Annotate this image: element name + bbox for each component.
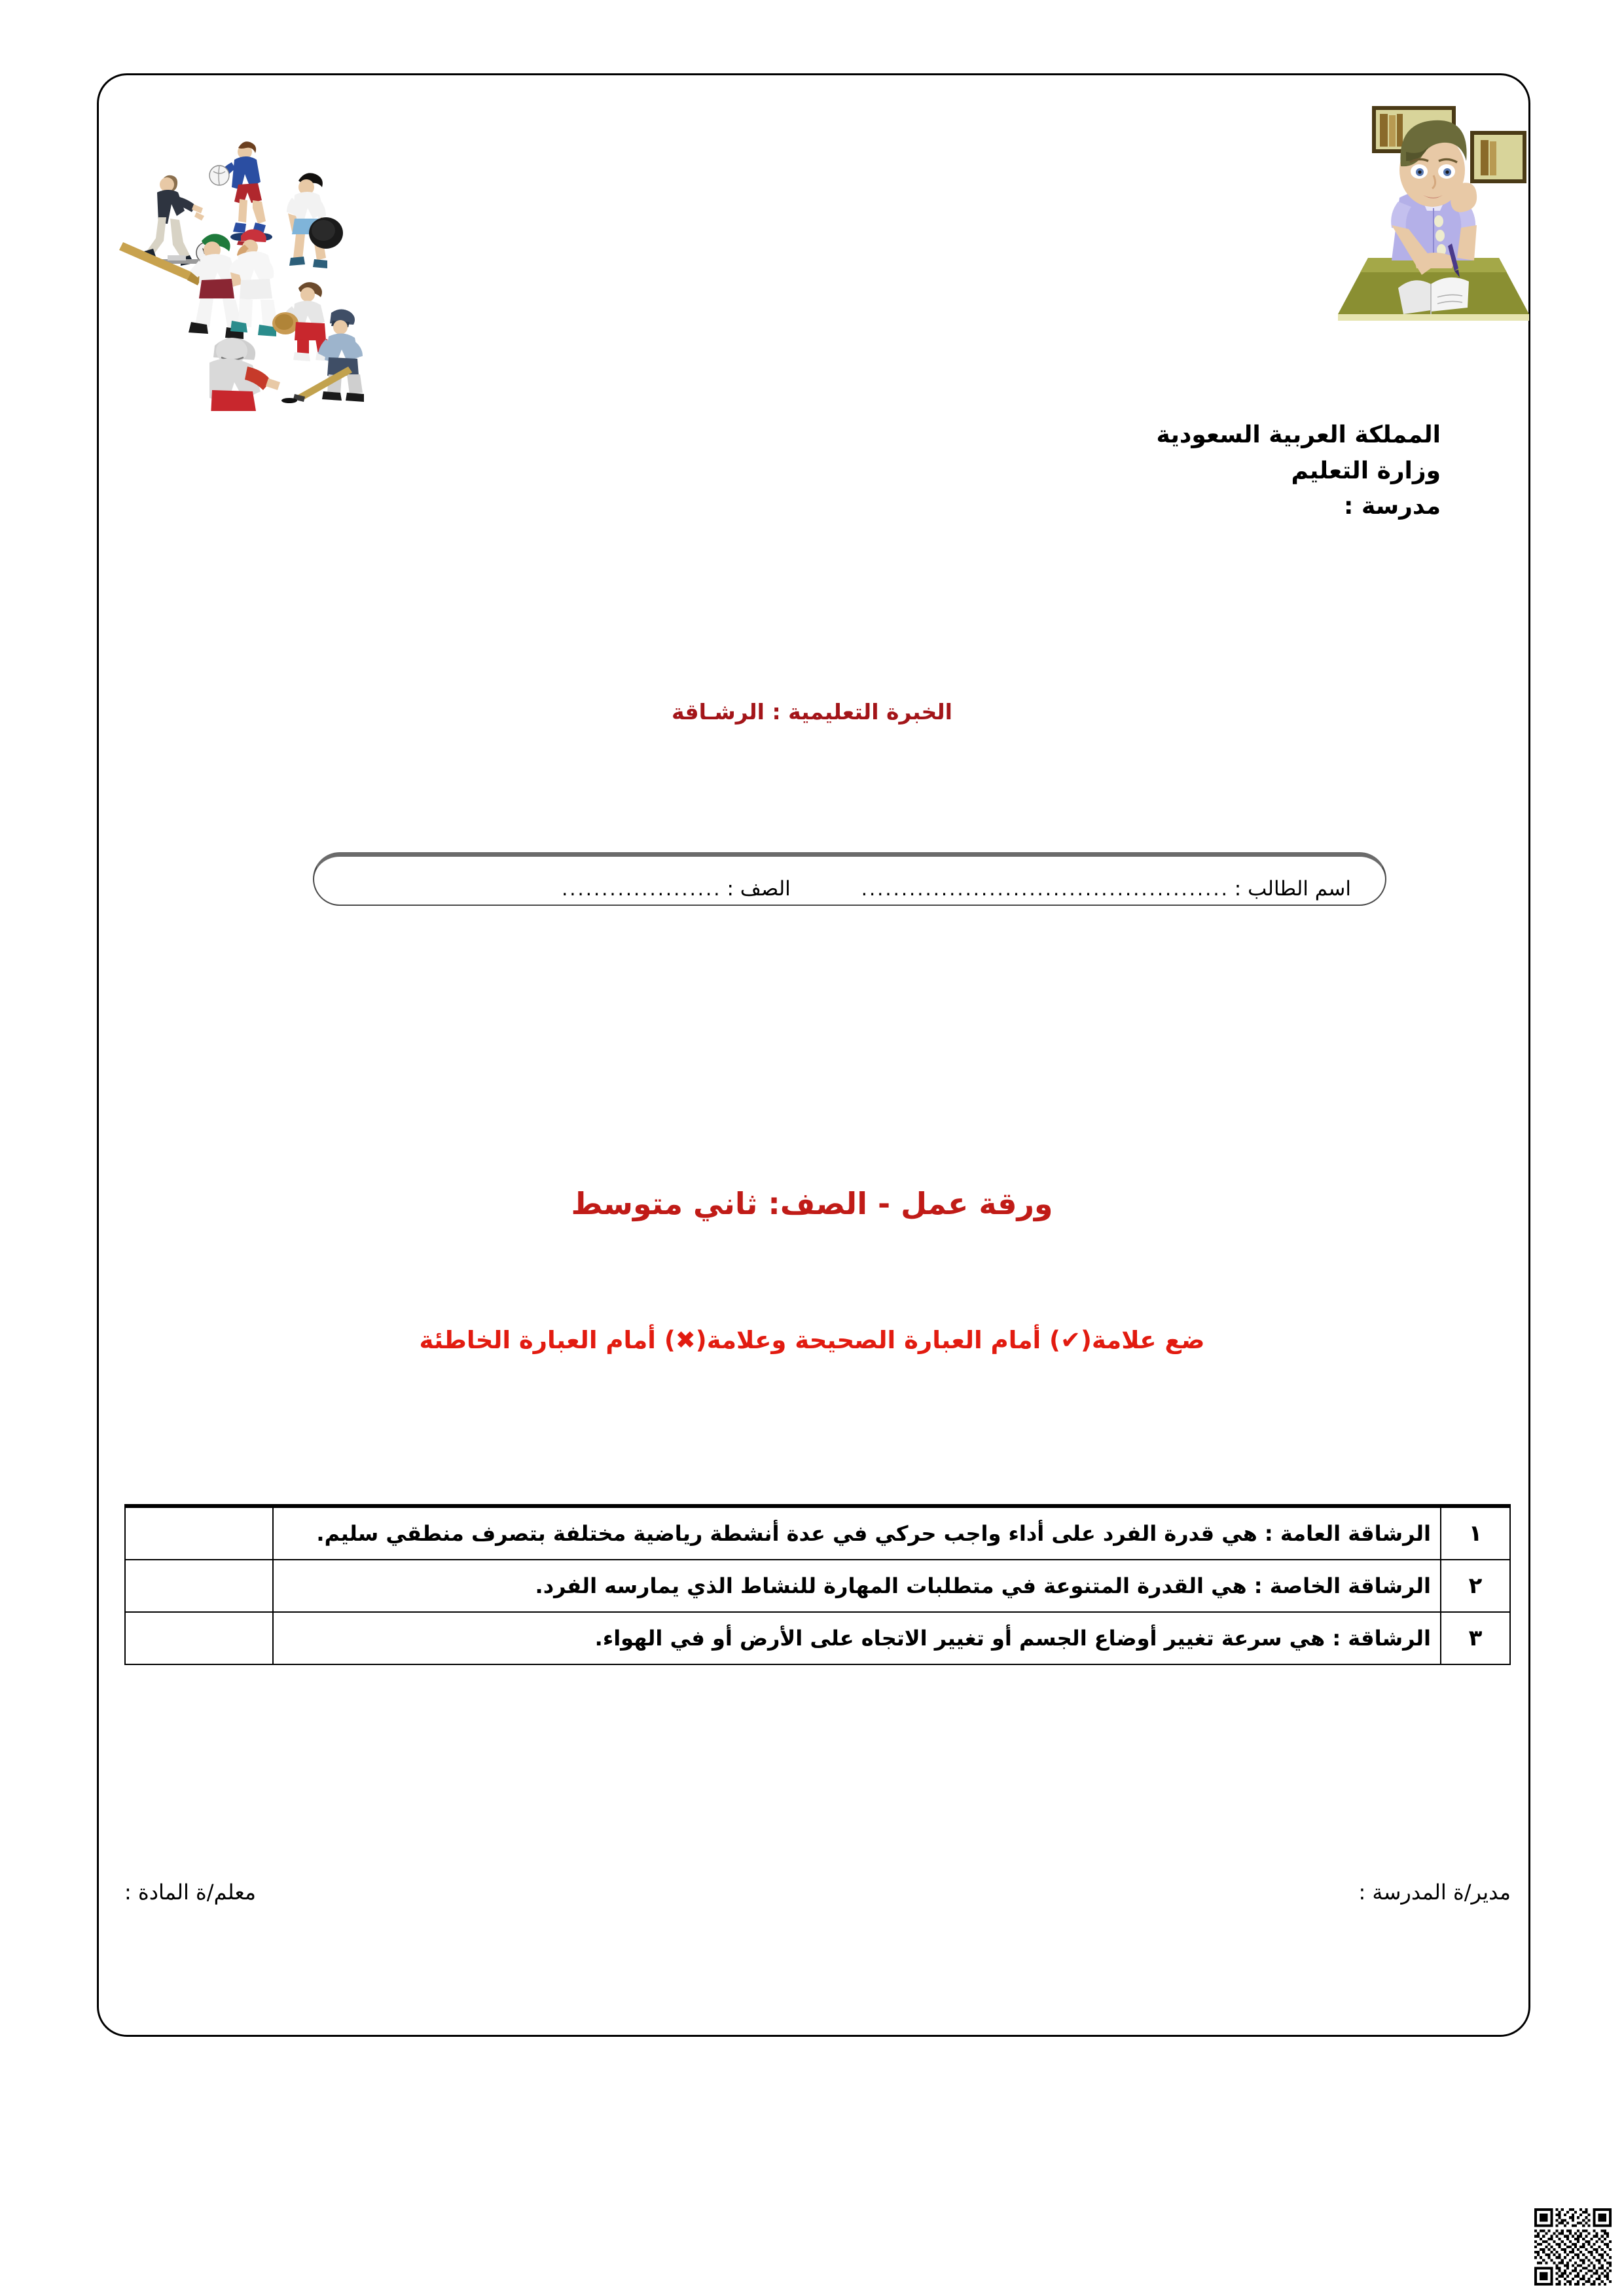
qr-code bbox=[1534, 2208, 1612, 2286]
row-answer-cell[interactable] bbox=[125, 1612, 273, 1664]
student-studying-image bbox=[1335, 86, 1532, 335]
row-statement: الرشاقة : هي سرعة تغيير أوضاع الجسم أو تغيير الاتجاه على الأرض أو في الهواء. bbox=[273, 1612, 1441, 1664]
table-row bbox=[125, 1506, 1510, 1560]
educational-experience-text: الخبرة التعليمية : الرشـاقة bbox=[672, 699, 952, 725]
educational-experience-line bbox=[0, 699, 1624, 725]
row-number: ٢ bbox=[1441, 1560, 1510, 1612]
statements-table bbox=[124, 1504, 1511, 1665]
fielder-player-figure bbox=[287, 173, 343, 268]
ministry-line-ministry: وزارة التعليم bbox=[1291, 457, 1441, 484]
ministry-line-country: المملكة العربية السعودية bbox=[1156, 422, 1441, 448]
principal-signature-label: مدير/ة المدرسة : bbox=[1358, 1880, 1511, 1905]
student-class-label: الصف : bbox=[727, 877, 791, 901]
row-answer-cell[interactable] bbox=[125, 1506, 273, 1560]
row-statement: الرشاقة الخاصة : هي القدرة المتنوعة في متطلبات المهارة للنشاط الذي يمارسه الفرد. bbox=[273, 1560, 1441, 1612]
row-number: ١ bbox=[1441, 1506, 1510, 1560]
student-name-dots: .............................................. bbox=[861, 878, 1229, 900]
instruction-text: ضع علامة(✔) أمام العبارة الصحيحة وعلامة(✖) أمام العبارة الخاطئة bbox=[419, 1326, 1205, 1354]
volleyball-player-figure bbox=[209, 141, 272, 241]
sports-collage-image bbox=[110, 117, 385, 411]
worksheet-title-text: ورقة عمل - الصف: ثاني متوسط bbox=[571, 1186, 1053, 1221]
row-number: ٣ bbox=[1441, 1612, 1510, 1664]
footer-signatures bbox=[124, 1880, 1511, 1905]
student-class-dots: .................... bbox=[562, 878, 722, 900]
teacher-signature-label: معلم/ة المادة : bbox=[124, 1880, 257, 1905]
row-answer-cell[interactable] bbox=[125, 1560, 273, 1612]
student-head bbox=[1399, 120, 1467, 207]
table-row bbox=[125, 1560, 1510, 1612]
student-name-label: اسم الطالب : bbox=[1234, 877, 1351, 901]
row-statement: الرشاقة العامة : هي قدرة الفرد على أداء واجب حركي في عدة أنشطة رياضية مختلفة بتصرف منطقي سليم. bbox=[273, 1506, 1441, 1560]
worksheet-title bbox=[0, 1186, 1624, 1221]
instruction-line bbox=[0, 1326, 1624, 1354]
table-row bbox=[125, 1612, 1510, 1664]
student-info-box bbox=[313, 852, 1386, 906]
student-name-field[interactable] bbox=[837, 877, 1351, 901]
football-players-figure bbox=[209, 338, 280, 411]
ministry-header bbox=[1157, 418, 1441, 525]
student-class-field[interactable] bbox=[525, 877, 790, 901]
ministry-line-school: مدرسة : bbox=[1344, 493, 1441, 520]
